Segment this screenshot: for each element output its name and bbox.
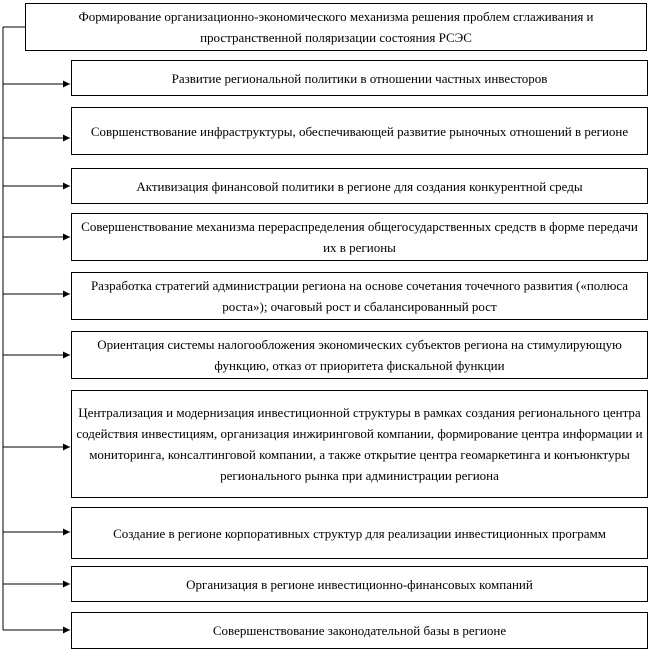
item-box-9 bbox=[71, 566, 648, 602]
item-text-10: Совершенствование законодательной базы в регионе bbox=[212, 623, 507, 638]
item-text-3: Активизация финансовой политики в регионе для создания конкурентной среды bbox=[136, 178, 583, 194]
item-box-7 bbox=[71, 390, 648, 498]
item-box-3 bbox=[71, 168, 648, 204]
item-text-2: Совршенствование инфраструктуры, обеспечивающей развитие рыночных отношений в регионе bbox=[90, 123, 629, 139]
item-text-4: Совершенствование механизма перераспределения общегосударственных средств в форме передачи их в регионы bbox=[81, 219, 638, 255]
item-text-7: Централизация и модернизация инвестиционной структуры в рамках создания регионального центра содействия инвестициям, организация инжиринговой компании, формирование центра информации и мониторинга, консалтинговой компании, а также открытие центра геомаркетинга и конъюнктуры регионального рынка при администрации региона bbox=[76, 405, 643, 483]
item-box-8 bbox=[71, 507, 648, 559]
header-box bbox=[25, 3, 647, 51]
header-title: Формирование организационно-экономического механизма решения проблем сглаживания и пространственной поляризации состояния РСЭС bbox=[78, 9, 594, 45]
item-box-6 bbox=[71, 331, 648, 379]
item-box-10 bbox=[71, 612, 648, 649]
item-text-8: Создание в регионе корпоративных структур для реализации инвестиционных программ bbox=[113, 525, 606, 541]
item-box-5 bbox=[71, 272, 648, 320]
item-box-2 bbox=[71, 107, 648, 155]
item-text-1: Развитие региональной политики в отношении частных инвесторов bbox=[171, 70, 548, 86]
item-text-6: Ориентация системы налогообложения экономических субъектов региона на стимулирующую функцию, отказ от приоритета фискальной функции bbox=[97, 337, 622, 373]
item-text-5: Разработка стратегий администрации региона на основе сочетания точечного развития («полюса роста»); очаговый рост и сбалансированный рост bbox=[90, 278, 629, 314]
item-box-4 bbox=[71, 213, 648, 261]
item-text-9: Организация в регионе инвестиционно-финансовых компаний bbox=[186, 576, 533, 592]
item-box-1 bbox=[71, 60, 648, 96]
